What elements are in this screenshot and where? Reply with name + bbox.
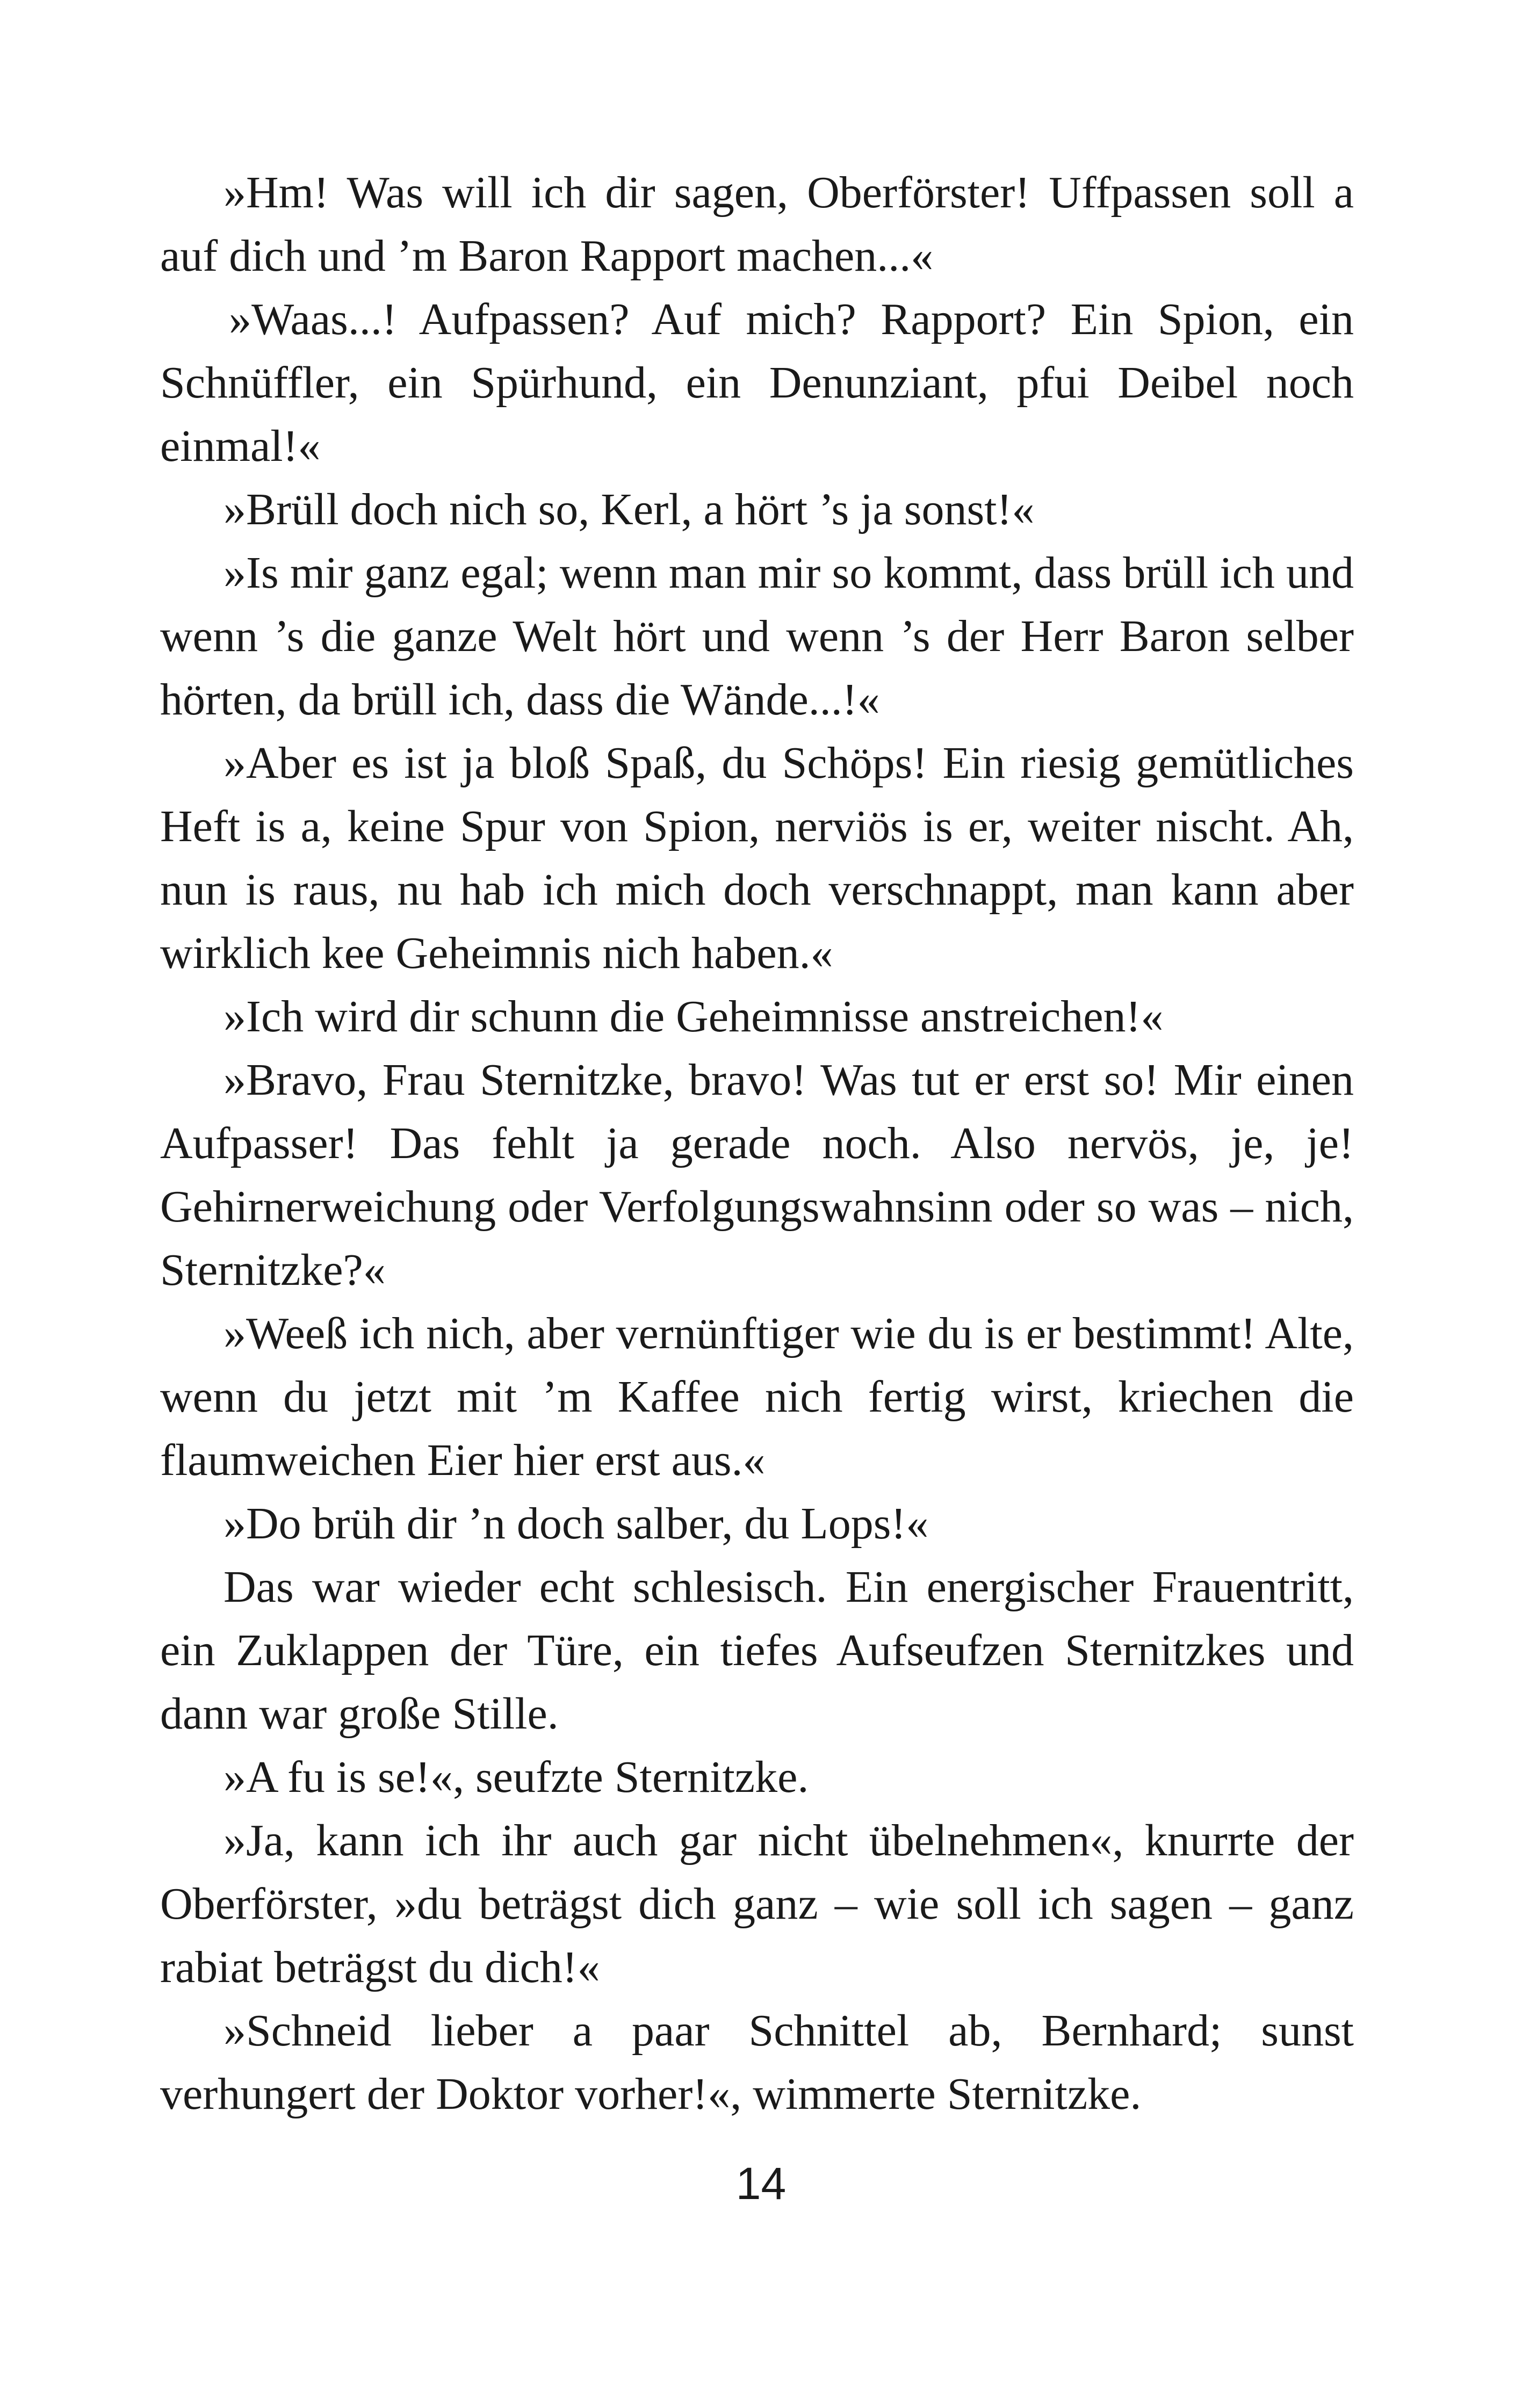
paragraph: »Bravo, Frau Sternitzke, bravo! Was tut er erst so! Mir einen Aufpasser! Das fehlt ja gerade noch. Also nervös, je, je! Gehirnerweichung oder Verfolgungswahnsinn oder so was – nich, Sternitzke?« — [160, 1055, 1354, 1295]
body-text — [160, 161, 1354, 2126]
paragraph: »Waas...! Aufpassen? Auf mich? Rapport? Ein Spion, ein Schnüffler, ein Spürhund, ein Denunziant, pfui Deibel noch einmal!« — [160, 294, 1354, 471]
paragraph: »A fu is se!«, seufzte Sternitzke. — [223, 1752, 809, 1802]
paragraph: »Aber es ist ja bloß Spaß, du Schöps! Ein riesig gemütliches Heft is a, keine Spur von Spion, nerviös is er, weiter nischt. Ah, nun is raus, nu hab ich mich doch verschnappt, man kann aber wirklich kee Geheimnis nich haben.« — [160, 738, 1354, 978]
page-number: 14 — [735, 2158, 787, 2209]
paragraph: »Ich wird dir schunn die Geheimnisse anstreichen!« — [223, 992, 1164, 1042]
paragraph: »Is mir ganz egal; wenn man mir so kommt, dass brüll ich und wenn ’s die ganze Welt hört und wenn ’s der Herr Baron selber hörten, da brüll ich, dass die Wände...!« — [160, 548, 1354, 725]
paragraph: »Do brüh dir ’n doch salber, du Lops!« — [223, 1499, 929, 1549]
paragraph: »Ja, kann ich ihr auch gar nicht übelnehmen«, knurrte der Oberförster, »du beträgst dich ganz – wie soll ich sagen – ganz rabiat beträgst du dich!« — [160, 1816, 1354, 1992]
paragraph: »Weeß ich nich, aber vernünftiger wie du is er bestimmt! Alte, wenn du jetzt mit ’m Kaffee nich fertig wirst, kriechen die flaumweichen Eier hier erst aus.« — [160, 1308, 1354, 1485]
paragraph: »Hm! Was will ich dir sagen, Oberförster! Uffpassen soll a auf dich und ’m Baron Rapport machen...« — [160, 168, 1354, 281]
paragraph: Das war wieder echt schlesisch. Ein energischer Frauentritt, ein Zuklappen der Türe, ein tiefes Aufseufzen Sternitzkes und dann war große Stille. — [160, 1562, 1354, 1739]
paragraph: »Brüll doch nich so, Kerl, a hört ’s ja sonst!« — [223, 485, 1035, 534]
paragraph: »Schneid lieber a paar Schnittel ab, Bernhard; sunst verhungert der Doktor vorher!«, wimmerte Sternitzke. — [160, 2006, 1354, 2119]
